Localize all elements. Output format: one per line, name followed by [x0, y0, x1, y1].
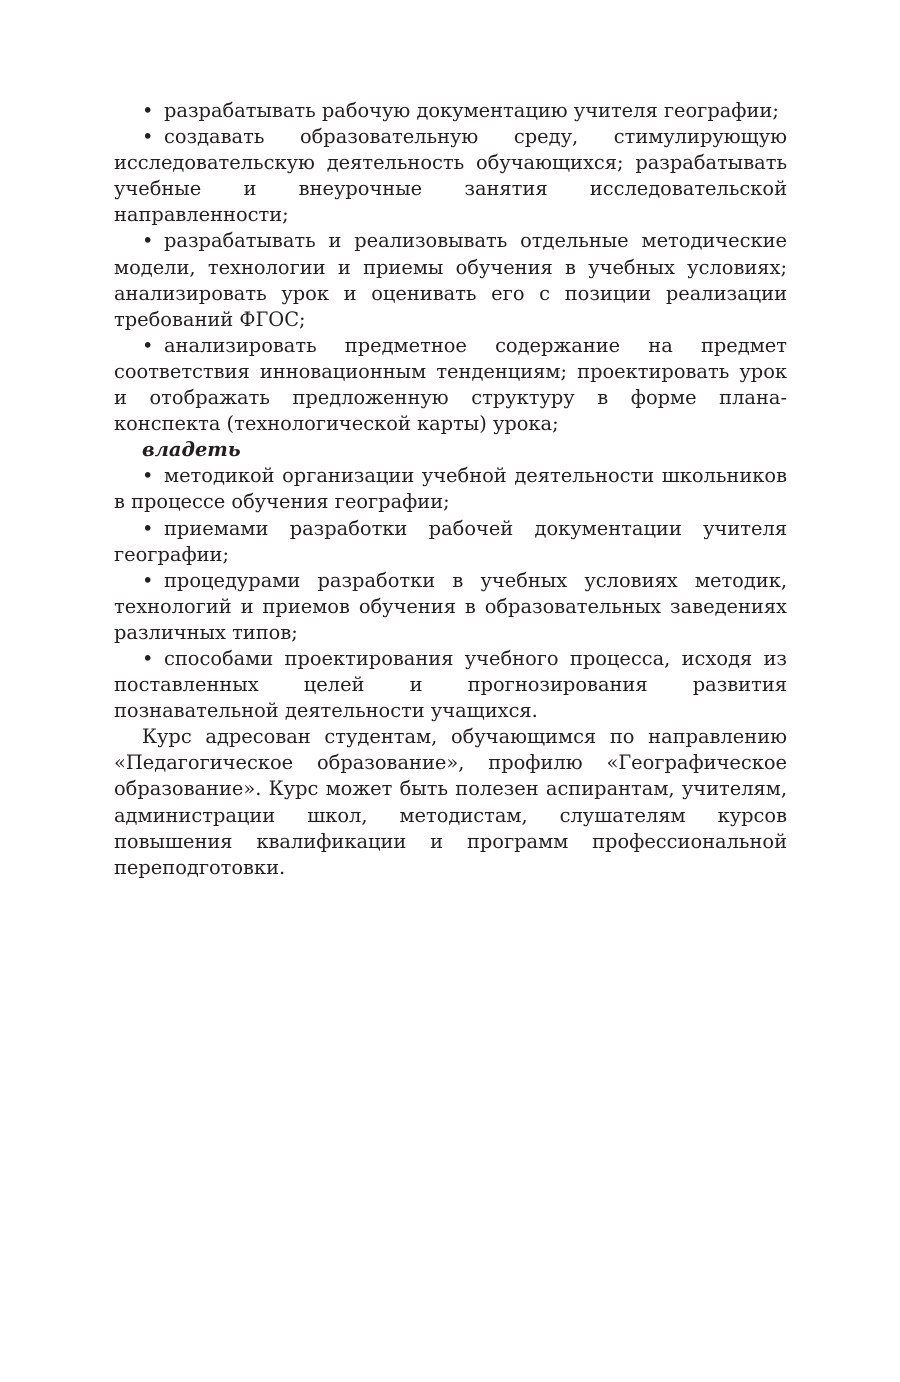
- list-item: [114, 124, 787, 228]
- bullet-icon: •: [142, 516, 154, 540]
- bullet-icon: •: [142, 464, 154, 488]
- list-item: [114, 463, 787, 515]
- list-item-text: создавать образовательную среду, стимулирующую исследовательскую деятельность обучающихся; разрабатывать учебные и внеурочные занятия исследовательской направленности;: [114, 125, 787, 227]
- list-item: [114, 228, 787, 332]
- list-item: [114, 516, 787, 568]
- document-page: [114, 98, 787, 881]
- list-item-text: методикой организации учебной деятельности школьников в процессе обучения географии;: [114, 464, 787, 514]
- bullet-icon: •: [142, 99, 154, 122]
- closing-paragraph: Курс адресован студентам, обучающимся по направлению «Педагогическое образование», профилю «Географическое образование». Курс может быть полезен аспирантам, учителям, администрации школ, методистам, слушателям курсов повышения квалификации и программ профессиональной переподготовки.: [114, 725, 787, 879]
- list-item-text: разрабатывать рабочую документацию учителя географии;: [164, 99, 779, 122]
- list-item-text: способами проектирования учебного процесса, исходя из поставленных целей и прогнозирования развития познавательной деятельности учащихся.: [114, 646, 787, 723]
- bullet-icon: •: [142, 125, 154, 149]
- bullet-icon: •: [142, 568, 154, 592]
- list-item: [114, 333, 787, 437]
- section-label: владеть: [142, 438, 241, 462]
- list-item-text: процедурами разработки в учебных условиях методик, технологий и приемов обучения в образовательных заведениях различных типов;: [114, 568, 787, 644]
- list-item-text: анализировать предметное содержание на предмет соответствия инновационным тенденциям; проектировать урок и отображать предложенную структуру в форме плана-конспекта (технологической карты) урока;: [114, 333, 787, 436]
- bullet-icon: •: [142, 646, 154, 670]
- list-item: [114, 98, 787, 124]
- bullet-icon: •: [142, 333, 154, 357]
- list-item: [114, 568, 787, 646]
- list-item: [114, 646, 787, 724]
- bullet-icon: •: [142, 229, 154, 253]
- list-item-text: приемами разработки рабочей документации учителя географии;: [114, 516, 787, 566]
- list-item-text: разрабатывать и реализовывать отдельные методические модели, технологии и приемы обучения в учебных условиях; анализировать урок и оценивать его с позиции реализации требований ФГОС;: [114, 229, 787, 331]
